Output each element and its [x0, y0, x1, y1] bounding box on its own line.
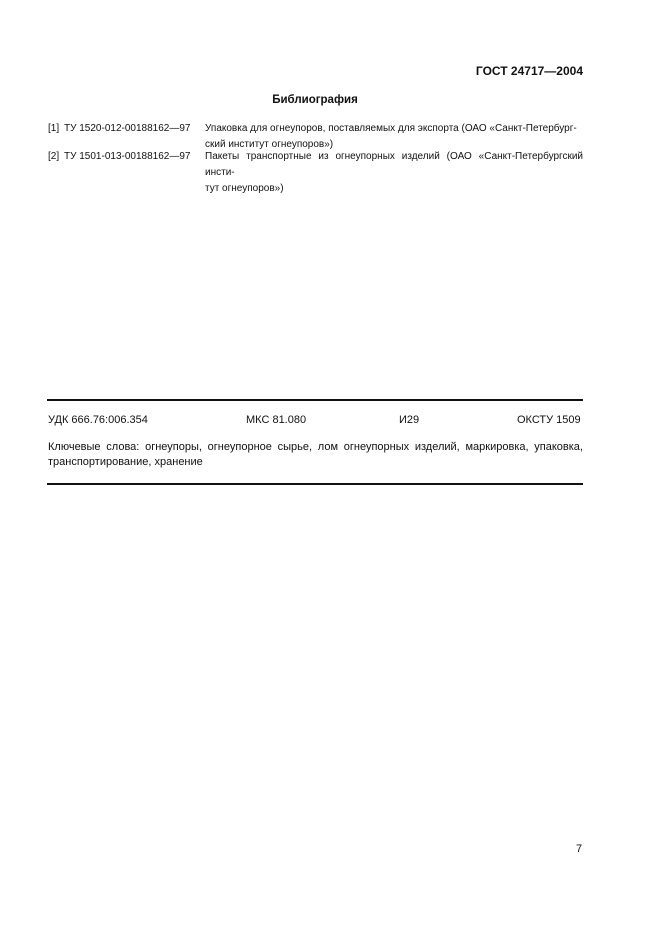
document-code: ГОСТ 24717—2004 [475, 64, 583, 78]
page-number: 7 [576, 843, 583, 855]
entry-description-line: Пакеты транспортные из огнеупорных изделий (ОАО «Санкт-Петербургский инсти- [205, 151, 583, 178]
entry-description [205, 149, 583, 197]
group-code: И29 [399, 414, 420, 426]
bottom-divider [47, 483, 583, 485]
keywords: Ключевые слова: огнеупоры, огнеупорное сырье, лом огнеупорных изделий, маркировка, упаковка, транспортирование, хранение [48, 441, 583, 468]
entry-code: ТУ 1501-013-00188162—97 [64, 151, 191, 162]
entry-number: [2] [48, 151, 60, 162]
entry-code: ТУ 1520-012-00188162—97 [64, 123, 191, 134]
udk-code: УДК 666.76:006.354 [48, 414, 148, 426]
entry-description-line: ский институт огнеупоров») [205, 139, 334, 150]
okstu-code: ОКСТУ 1509 [517, 414, 581, 426]
bibliography-title: Библиография [272, 94, 358, 106]
top-divider [47, 399, 583, 401]
entry-description-line: Упаковка для огнеупоров, поставляемых для экспорта (ОАО «Санкт-Петербург- [205, 123, 577, 134]
entry-description-line: тут огнеупоров») [205, 183, 284, 194]
mks-code: МКС 81.080 [246, 414, 307, 426]
entry-number: [1] [48, 123, 60, 134]
